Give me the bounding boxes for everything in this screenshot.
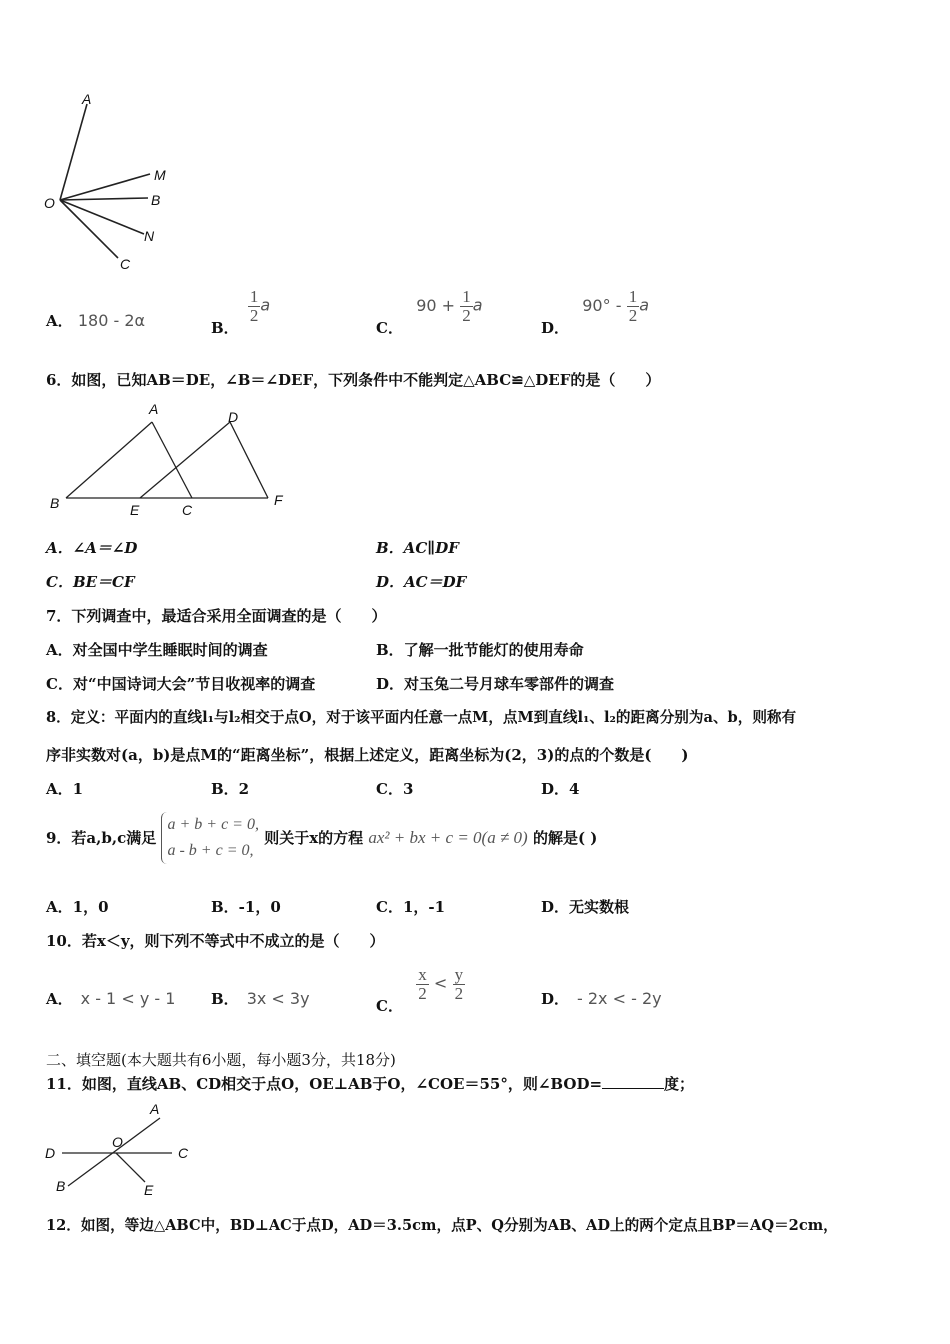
fig11-label-d: D [45, 1145, 56, 1161]
fig6-label-b: B [50, 495, 60, 511]
fig-label-m: M [154, 167, 166, 183]
fig11-label-a: A [150, 1101, 160, 1117]
fig6-label-c: C [182, 502, 193, 518]
q5-option-b: B． $\frac{1}{2}$ a [211, 287, 271, 337]
q10-option-c: C． $\frac{x}{2}$ < $\frac{y}{2}$ [376, 965, 464, 1015]
q9-option-b: B．-1，0 [211, 898, 281, 916]
q10-option-a: A． x - 1 < y - 1 [46, 989, 176, 1008]
q11-stem: 11．如图，直线AB、CD相交于点O，OE⊥AB于O，∠COE＝55°，则∠BOD= 度； [46, 1075, 695, 1093]
q8-stem-line1: 8．定义：平面内的直线l₁与l₂相交于点O，对于该平面内任意一点M，点M到直线l₁、l₂的距离分别为a、b，则称有 [46, 709, 797, 726]
q9-stem: 9．若a,b,c满足 a + b + c = 0, a - b + c = 0, 则关于x的方程 ax² + bx + c = 0(a ≠ 0) 的解是( ) [46, 812, 597, 864]
q6-option-a: A．∠A＝∠D [46, 539, 138, 557]
q7-option-a: A．对全国中学生睡眠时间的调查 [46, 641, 268, 659]
q8-option-a: A．1 [46, 780, 84, 798]
q8-option-c: C．3 [376, 780, 414, 798]
fig11-label-o: O [112, 1134, 123, 1150]
q6-stem: 6．如图，已知AB＝DE，∠B＝∠DEF，下列条件中不能判定△ABC≌△DEF的是（ ） [46, 371, 661, 389]
section2-title: 二、填空题(本大题共有6小题，每小题3分，共18分) [46, 1051, 396, 1069]
q6-option-c: C．BE＝CF [46, 573, 135, 591]
q5-option-d: D． 90° - $\frac{1}{2}$ a [541, 287, 650, 337]
q7-option-c: C．对“中国诗词大会”节目收视率的调查 [46, 675, 316, 693]
q12-stem: 12．如图，等边△ABC中，BD⊥AC于点D，AD＝3.5cm，点P、Q分别为AB、AD上的两个定点且BP＝AQ＝2cm， [46, 1217, 838, 1234]
fig6-label-d: D [228, 409, 239, 425]
q8-option-d: D．4 [541, 780, 580, 798]
q5-option-a: A． 180 - 2α [46, 311, 146, 330]
q11-answer-blank[interactable] [602, 1074, 664, 1089]
q10-option-b: B． 3x < 3y [211, 989, 310, 1008]
fig-label-n: N [144, 228, 155, 244]
q10-option-d: D． - 2x < - 2y [541, 989, 662, 1008]
fig-label-c: C [120, 256, 131, 272]
q9-option-d: D．无实数根 [541, 898, 630, 916]
q6-option-b: B．AC∥DF [376, 539, 459, 557]
q9-option-c: C．1，-1 [376, 898, 446, 916]
angle-figure [40, 92, 190, 277]
fig-label-b: B [151, 192, 161, 208]
q8-option-b: B．2 [211, 780, 250, 798]
fig-label-a: A [82, 92, 92, 107]
q9-option-a: A．1，0 [46, 898, 109, 916]
fig6-label-e: E [130, 502, 140, 518]
triangles-figure [44, 398, 294, 523]
q8-stem-line2: 序非实数对(a，b)是点M的“距离坐标”，根据上述定义，距离坐标为(2，3)的点的个数是( ) [46, 746, 689, 764]
fig6-label-f: F [274, 492, 283, 508]
q7-option-b: B．了解一批节能灯的使用寿命 [376, 641, 584, 659]
intersecting-lines-figure [40, 1098, 200, 1203]
fig11-label-b: B [56, 1178, 66, 1194]
fig11-label-e: E [144, 1182, 154, 1198]
q5-option-c: C． 90 + $\frac{1}{2}$ a [376, 287, 483, 337]
q7-option-d: D．对玉兔二号月球车零部件的调查 [376, 675, 615, 693]
q6-option-d: D．AC＝DF [376, 573, 467, 591]
q10-stem: 10．若x＜y，则下列不等式中不成立的是（ ） [46, 932, 385, 950]
q7-stem: 7．下列调查中，最适合采用全面调查的是（ ） [46, 607, 387, 625]
q9-equation-system: a + b + c = 0, a - b + c = 0, [161, 812, 259, 864]
fig11-label-c: C [178, 1145, 189, 1161]
fig6-label-a: A [149, 401, 159, 417]
fig-label-o: O [44, 195, 55, 211]
